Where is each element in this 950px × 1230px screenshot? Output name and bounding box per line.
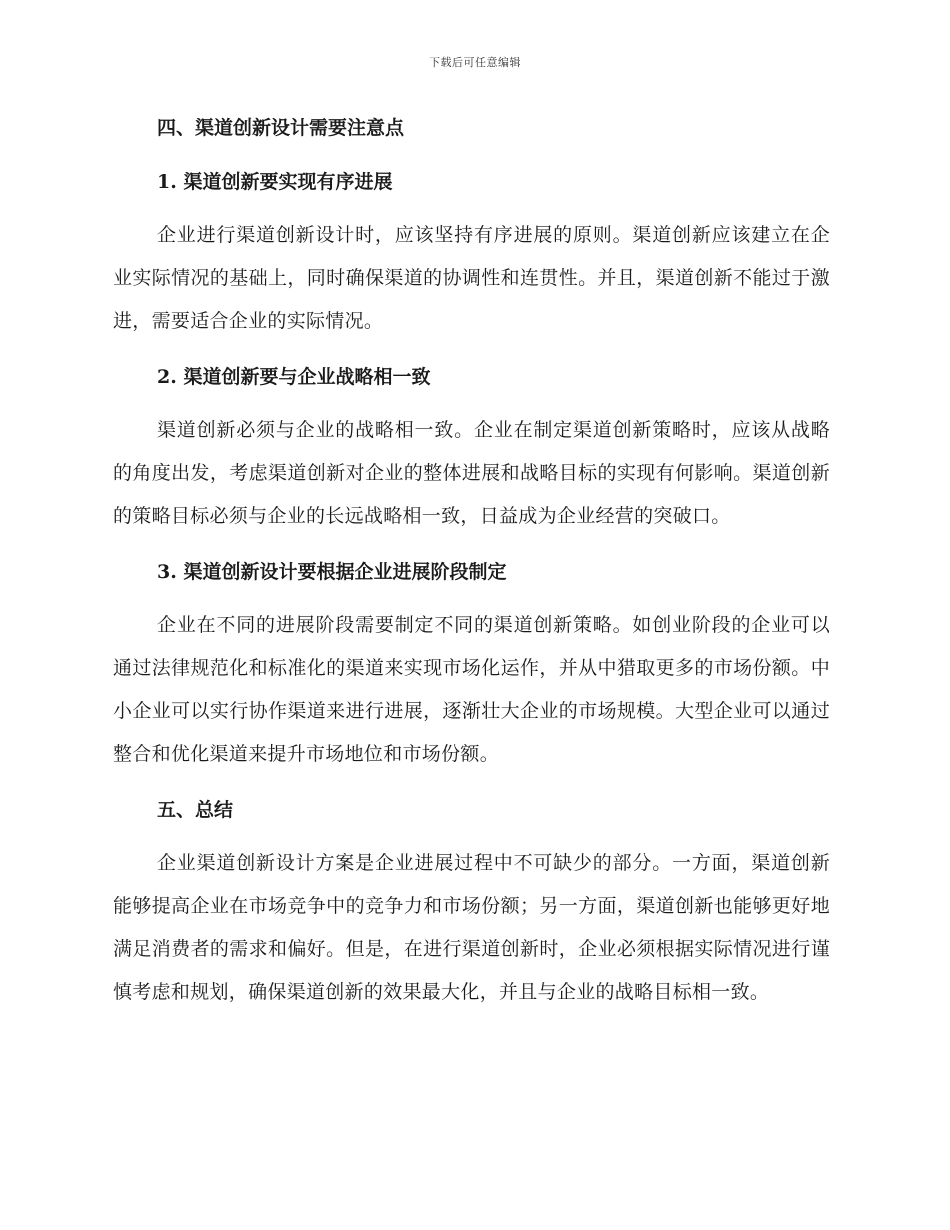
- section-5-heading: 五、总结: [157, 799, 234, 821]
- page-header: 下载后可任意编辑: [429, 56, 521, 69]
- document-body: [113, 108, 830, 1014]
- section-4-2-paragraph: 渠道创新必须与企业的战略相一致。企业在制定渠道创新策略时，应该从战略的角度出发，考虑渠道创新对企业的整体进展和战略目标的实现有何影响。渠道创新的策略目标必须与企业的长远战略相一致，日益成为企业经营的突破口。: [113, 419, 830, 527]
- section-4-3-paragraph: 企业在不同的进展阶段需要制定不同的渠道创新策略。如创业阶段的企业可以通过法律规范化和标准化的渠道来实现市场化运作，并从中猎取更多的市场份额。中小企业可以实行协作渠道来进行进展，逐渐壮大企业的市场规模。大型企业可以通过整合和优化渠道来提升市场地位和市场份额。: [113, 614, 830, 765]
- section-5-paragraph: 企业渠道创新设计方案是企业进展过程中不可缺少的部分。一方面，渠道创新能够提高企业在市场竞争中的竞争力和市场份额；另一方面，渠道创新也能够更好地满足消费者的需求和偏好。但是，在进行渠道创新时，企业必须根据实际情况进行谨慎考虑和规划，确保渠道创新的效果最大化，并且与企业的战略目标相一致。: [113, 852, 830, 1003]
- section-4-2-heading: 2. 渠道创新要与企业战略相一致: [157, 366, 431, 388]
- section-4-heading: 四、渠道创新设计需要注意点: [157, 117, 405, 139]
- section-4-1-heading: 1. 渠道创新要实现有序进展: [157, 171, 393, 193]
- section-4-3-heading: 3. 渠道创新设计要根据企业进展阶段制定: [157, 561, 507, 583]
- section-4-1-paragraph: 企业进行渠道创新设计时，应该坚持有序进展的原则。渠道创新应该建立在企业实际情况的基础上，同时确保渠道的协调性和连贯性。并且，渠道创新不能过于激进，需要适合企业的实际情况。: [113, 224, 830, 332]
